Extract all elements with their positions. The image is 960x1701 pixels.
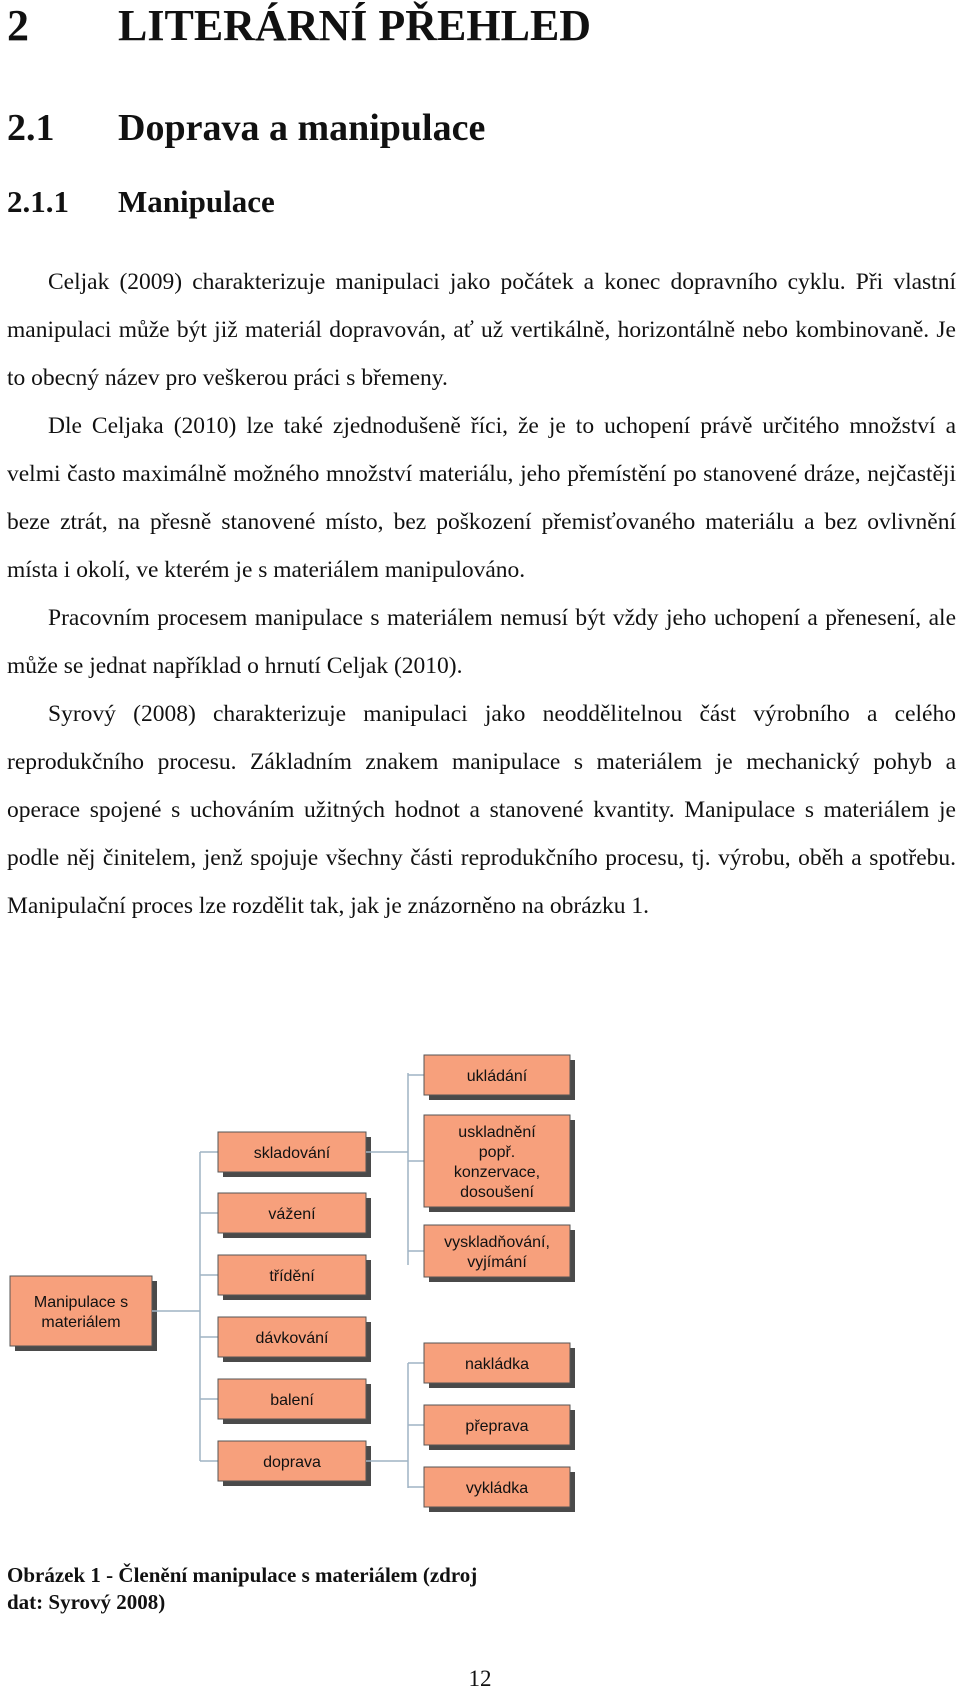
paragraph: Dle Celjaka (2010) lze také zjednodušeně říci, že je to uchopení právě určitého množství a velmi často maximálně možného množství materiálu, jeho přemístění po stanovené dráze, nejčastěji beze ztrát, na přesně stanovené místo, bez poškození přemisťovaného materiálu a bez ovlivnění místa i okolí, ve kterém je s materiálem manipulováno. bbox=[7, 413, 956, 583]
storage-step-label: popř. bbox=[478, 1144, 516, 1161]
chapter-number: 2 bbox=[7, 1, 29, 50]
chapter-heading bbox=[7, 0, 591, 51]
paragraph: Syrový (2008) charakterizuje manipulaci jako neoddělitelnou část výrobního a celého reprodukčního procesu. Základním znakem manipulace s materiálem je mechanický pohyb a operace spojené s uchováním užitných hodnot a stanovené kvantity. Manipulace s materiálem je podle něj činitelem, jenž spojuje všechny části reprodukčního procesu, tj. výrobu, oběh a spotřebu. Manipulační proces lze rozdělit tak, jak je znázorněno na obrázku 1. bbox=[7, 701, 956, 919]
category-label: doprava bbox=[263, 1454, 321, 1471]
section-title: Doprava a manipulace bbox=[118, 107, 486, 149]
transport-step-label: nakládka bbox=[464, 1356, 530, 1373]
root-label: materiálem bbox=[41, 1314, 121, 1331]
category-label: třídění bbox=[269, 1268, 315, 1285]
storage-step-label: ukládání bbox=[466, 1068, 528, 1085]
caption-line: dat: Syrový 2008) bbox=[7, 1590, 166, 1614]
transport-step-label: přeprava bbox=[465, 1418, 529, 1435]
section-number: 2.1 bbox=[7, 107, 55, 149]
root-box bbox=[10, 1276, 152, 1346]
category-label: skladování bbox=[253, 1145, 331, 1162]
paragraph: Celjak (2009) charakterizuje manipulaci jako počátek a konec dopravního cyklu. Při vlastní manipulaci může být již materiál dopravován, ať už vertikálně, horizontálně nebo kombinovaně. Je to obecný název pro veškerou práci s břemeny. bbox=[7, 269, 956, 391]
manipulation-diagram bbox=[0, 1050, 960, 1550]
storage-step-label: konzervace, bbox=[453, 1164, 541, 1181]
storage-step-label: uskladnění bbox=[458, 1124, 536, 1141]
root-label: Manipulace s bbox=[33, 1294, 129, 1311]
subsection-heading bbox=[7, 184, 275, 220]
category-label: balení bbox=[270, 1392, 314, 1409]
figure-caption bbox=[7, 1562, 567, 1616]
chapter-title: LITERÁRNÍ PŘEHLED bbox=[118, 1, 592, 50]
paragraph: Pracovním procesem manipulace s materiálem nemusí být vždy jeho uchopení a přenesení, ale může se jednat například o hrnutí Celjak (2010). bbox=[7, 605, 956, 679]
transport-step-label: vykládka bbox=[465, 1480, 529, 1497]
category-label: vážení bbox=[268, 1206, 316, 1223]
storage-step-label: dosoušení bbox=[460, 1184, 534, 1201]
subsection-title: Manipulace bbox=[118, 184, 275, 219]
section-heading bbox=[7, 106, 485, 150]
page-number: 12 bbox=[468, 1666, 492, 1691]
body-text bbox=[7, 258, 956, 930]
storage-step-label: vyskladňování, bbox=[444, 1234, 550, 1251]
storage-step-label: vyjímání bbox=[467, 1254, 527, 1271]
subsection-number: 2.1.1 bbox=[7, 184, 69, 219]
caption-line: Obrázek 1 - Členění manipulace s materiálem (zdroj bbox=[7, 1563, 478, 1587]
category-label: dávkování bbox=[255, 1330, 329, 1347]
